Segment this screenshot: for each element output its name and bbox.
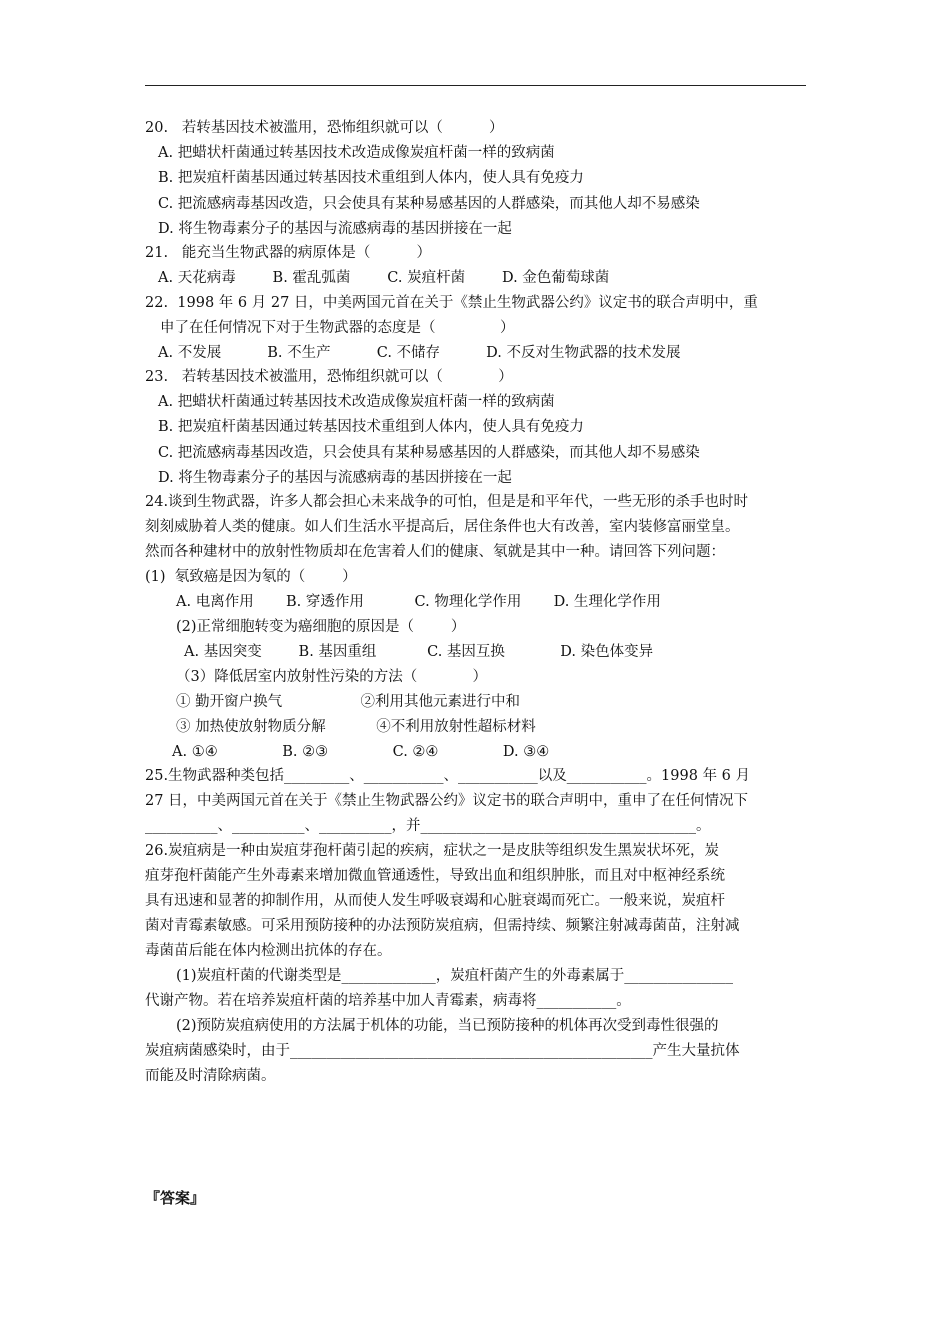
text-line: A. ①④ B. ②③ C. ②④ D. ③④ bbox=[172, 744, 550, 760]
text-line: A. 把蜡状杆菌通过转基因技术改造成像炭疽杆菌一样的致病菌 bbox=[158, 394, 555, 410]
text-line: 菌对青霉素敏感。可采用预防接种的办法预防炭疽病，但需持续、频繁注射减毒菌苗，注射减 bbox=[145, 918, 740, 934]
text-line: A. 把蜡状杆菌通过转基因技术改造成像炭疽杆菌一样的致病菌 bbox=[158, 145, 555, 161]
text-line: 毒菌苗后能在体内检测出抗体的存在。 bbox=[145, 943, 392, 959]
answer-heading: 『答案』 bbox=[145, 1189, 206, 1207]
text-line: A. 电离作用 B. 穿透作用 C. 物理化学作用 D. 生理化学作用 bbox=[176, 594, 661, 610]
text-line: D. 将生物毒素分子的基因与流感病毒的基因拼接在一起 bbox=[158, 221, 512, 237]
text-line: C. 把流感病毒基因改造，只会使具有某种易感基因的人群感染，而其他人却不易感染 bbox=[158, 196, 700, 212]
text-line: ① 勤开窗户换气 ②利用其他元素进行中和 bbox=[176, 694, 520, 710]
text-line: 疽芽孢杆菌能产生外毒素来增加微血管通透性，导致出血和组织肿胀，而且对中枢神经系统 bbox=[145, 868, 725, 884]
text-line: 24.谈到生物武器，许多人都会担心未来战争的可怕，但是是和平年代，一些无形的杀手也时时 bbox=[145, 494, 749, 510]
text-line: B. 把炭疽杆菌基因通过转基因技术重组到人体内，使人具有免疫力 bbox=[158, 170, 584, 186]
text-line: （3）降低居室内放射性污染的方法（ ） bbox=[176, 669, 488, 685]
text-line: 代谢产物。若在培养炭疽杆菌的培养基中加人青霉素，病毒将___________。 bbox=[145, 993, 631, 1009]
text-line: 22. 1998 年 6 月 27 日，中美两国元首在关于《禁止生物武器公约》议定书的联合声明中，重 bbox=[145, 295, 758, 311]
text-line: 21. 能充当生物武器的病原体是（ ） bbox=[145, 245, 431, 261]
text-line: B. 把炭疽杆菌基因通过转基因技术重组到人体内，使人具有免疫力 bbox=[158, 419, 584, 435]
text-line: C. 把流感病毒基因改造，只会使具有某种易感基因的人群感染，而其他人却不易感染 bbox=[158, 445, 700, 461]
text-line: 刻刻威胁着人类的健康。如人们生活水平提高后，居住条件也大有改善，室内装修富丽堂皇。 bbox=[145, 519, 740, 535]
text-line: D. 将生物毒素分子的基因与流感病毒的基因拼接在一起 bbox=[158, 470, 512, 486]
text-line: 然而各种建材中的放射性物质却在危害着人们的健康、氡就是其中一种。请回答下列问题： bbox=[145, 544, 725, 560]
text-line: (2)正常细胞转变为癌细胞的原因是（ ） bbox=[176, 619, 466, 635]
text-line: A. 基因突变 B. 基因重组 C. 基因互换 D. 染色体变异 bbox=[184, 644, 654, 660]
text-line: (1) 氡致癌是因为氡的（ ） bbox=[145, 569, 357, 585]
text-line: A. 天花病毒 B. 霍乱弧菌 C. 炭疽杆菌 D. 金色葡萄球菌 bbox=[158, 270, 610, 286]
text-line: 27 日，中美两国元首在关于《禁止生物武器公约》议定书的联合声明中，重申了在任何情况下 bbox=[145, 793, 749, 809]
text-line: 25.生物武器种类包括_________、___________、___________以及___________。1998 年 6 月 bbox=[145, 768, 751, 784]
text-line: 具有迅速和显著的抑制作用，从而使人发生呼吸衰竭和心脏衰竭而死亡。一般来说，炭疽杆 bbox=[145, 893, 725, 909]
text-line: ③ 加热使放射物质分解 ④不利用放射性超标材料 bbox=[176, 719, 536, 735]
text-line: 23. 若转基因技术被滥用，恐怖组织就可以（ ） bbox=[145, 369, 513, 385]
text-line: 炭疽病菌感染时，由于__________________________________________________产生大量抗体 bbox=[145, 1043, 740, 1059]
text-line: 而能及时清除病菌。 bbox=[145, 1068, 276, 1084]
text-line: (2)预防炭疽病使用的方法属于机体的功能，当已预防接种的机体再次受到毒性很强的 bbox=[176, 1018, 719, 1034]
text-line: (1)炭疽杆菌的代谢类型是_____________，炭疽杆菌产生的外毒素属于_______________ bbox=[176, 968, 734, 984]
text-line: 26.炭疽病是一种由炭疽芽孢杆菌引起的疾病，症状之一是皮肤等组织发生黑炭状坏死，炭 bbox=[145, 843, 720, 859]
text-line: A. 不发展 B. 不生产 C. 不储存 D. 不反对生物武器的技术发展 bbox=[158, 345, 681, 361]
text-line: 20. 若转基因技术被滥用，恐怖组织就可以（ ） bbox=[145, 120, 504, 136]
text-line: 申了在任何情况下对于生物武器的态度是（ ） bbox=[160, 320, 515, 336]
header-rule bbox=[145, 85, 806, 86]
text-line: __________、__________、__________，并______________________________________。 bbox=[145, 818, 711, 834]
